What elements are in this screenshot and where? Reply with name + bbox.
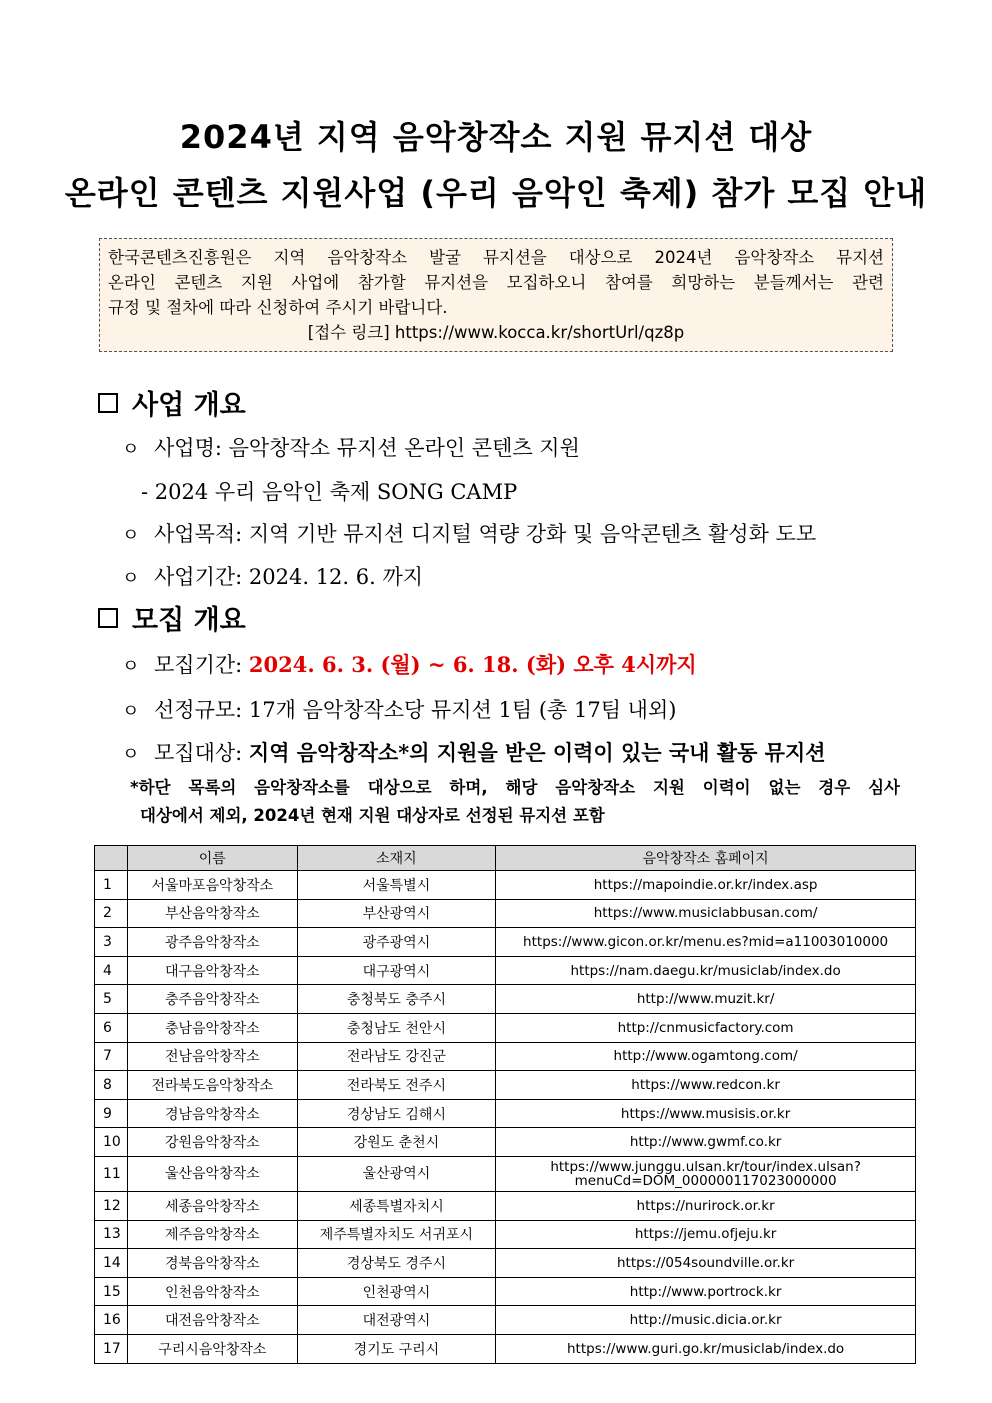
list-item [122, 561, 423, 591]
table-row [95, 1071, 916, 1100]
row-index: 16 [95, 1306, 128, 1335]
business-period: 사업기간: 2024. 12. 6. 까지 [154, 565, 424, 589]
row-index: 13 [95, 1220, 128, 1249]
studio-name: 충주음악창작소 [127, 985, 297, 1014]
studio-homepage[interactable]: https://www.musiclabbusan.com/ [496, 899, 916, 928]
studio-location: 충청북도 충주시 [297, 985, 496, 1014]
recruit-target-label: 모집대상: [154, 741, 249, 765]
studio-homepage[interactable]: http://www.gwmf.co.kr [496, 1128, 916, 1157]
square-bullet-icon [98, 608, 118, 628]
recruit-period-value: 2024. 6. 3. (월) ~ 6. 18. (화) 오후 4시까지 [248, 652, 697, 677]
col-header-index [95, 846, 128, 871]
business-purpose: 사업목적: 지역 기반 뮤지션 디지털 역량 강화 및 음악콘텐츠 활성화 도모 [154, 522, 817, 546]
table-row [95, 1306, 916, 1335]
section-heading: 사업 개요 [132, 390, 246, 421]
studio-name: 경남음악창작소 [127, 1099, 297, 1128]
studio-name: 강원음악창작소 [127, 1128, 297, 1157]
studio-homepage[interactable]: https://nurirock.or.kr [496, 1191, 916, 1220]
studio-location: 부산광역시 [297, 899, 496, 928]
studio-homepage[interactable]: http://www.portrock.kr [496, 1277, 916, 1306]
studio-homepage[interactable]: https://www.junggu.ulsan.kr/tour/index.ulsan?menuCd=DOM_000000117023000000 [496, 1156, 916, 1191]
studio-name: 서울마포음악창작소 [127, 871, 297, 900]
selection-scale: 선정규모: 17개 음악창작소당 뮤지션 1팀 (총 17팀 내외) [154, 698, 677, 722]
studio-name: 전라북도음악창작소 [127, 1071, 297, 1100]
table-row [95, 1277, 916, 1306]
studio-location: 전라북도 전주시 [297, 1071, 496, 1100]
studio-location: 대구광역시 [297, 956, 496, 985]
table-row [95, 1099, 916, 1128]
table-row [95, 1013, 916, 1042]
notice-line2: 온라인 콘텐츠 지원 사업에 참가할 뮤지션을 모집하오니 참여를 희망하는 분들께서는 관련 [108, 273, 884, 292]
table-row [95, 1220, 916, 1249]
notice-line3: 규정 및 절차에 따라 신청하여 주시기 바랍니다. [108, 298, 448, 317]
table-row [95, 1249, 916, 1278]
table-row [95, 1042, 916, 1071]
music-studio-table [94, 845, 916, 1364]
recruit-period-label: 모집기간: [154, 653, 249, 677]
list-item [122, 737, 826, 767]
business-name: 사업명: 음악창작소 뮤지션 온라인 콘텐츠 지원 [154, 436, 580, 460]
recruit-target-value: 지역 음악창작소*의 지원을 받은 이력이 있는 국내 활동 뮤지션 [248, 740, 826, 765]
studio-location: 대전광역시 [297, 1306, 496, 1335]
notice-line1: 한국콘텐츠진흥원은 지역 음악창작소 발굴 뮤지션을 대상으로 2024년 음악창작소 뮤지션 [108, 248, 884, 267]
section-heading: 모집 개요 [132, 605, 246, 636]
notice-box [99, 238, 893, 352]
table-row [95, 1128, 916, 1157]
studio-location: 세종특별자치시 [297, 1191, 496, 1220]
table-row [95, 1191, 916, 1220]
section-business-overview [98, 383, 246, 422]
studio-name: 경북음악창작소 [127, 1249, 297, 1278]
table-row [95, 1156, 916, 1191]
section-recruitment-overview [98, 598, 246, 637]
row-index: 3 [95, 928, 128, 957]
col-header-homepage: 음악창작소 홈페이지 [496, 846, 916, 871]
studio-homepage[interactable]: https://054soundville.or.kr [496, 1249, 916, 1278]
col-header-location: 소재지 [297, 846, 496, 871]
studio-name: 세종음악창작소 [127, 1191, 297, 1220]
circle-bullet-icon: ㅇ [122, 525, 140, 546]
studio-homepage[interactable]: https://jemu.ofjeju.kr [496, 1220, 916, 1249]
studio-homepage[interactable]: http://www.ogamtong.com/ [496, 1042, 916, 1071]
list-item [122, 649, 697, 679]
row-index: 10 [95, 1128, 128, 1157]
footnote-line2: 대상에서 제외, 2024년 현재 지원 대상자로 선정된 뮤지션 포함 [140, 806, 605, 825]
studio-name: 부산음악창작소 [127, 899, 297, 928]
footnote [130, 774, 900, 830]
row-index: 9 [95, 1099, 128, 1128]
table-header-row [95, 846, 916, 871]
studio-name: 울산음악창작소 [127, 1156, 297, 1191]
studio-homepage[interactable]: http://music.dicia.or.kr [496, 1306, 916, 1335]
row-index: 8 [95, 1071, 128, 1100]
row-index: 14 [95, 1249, 128, 1278]
studio-name: 광주음악창작소 [127, 928, 297, 957]
studio-homepage[interactable]: https://www.gicon.or.kr/menu.es?mid=a11003010000 [496, 928, 916, 957]
studio-name: 구리시음악창작소 [127, 1334, 297, 1363]
studio-location: 경상북도 경주시 [297, 1249, 496, 1278]
page-title-line1: 2024년 지역 음악창작소 지원 뮤지션 대상 [179, 118, 813, 156]
studio-name: 대구음악창작소 [127, 956, 297, 985]
col-header-name: 이름 [127, 846, 297, 871]
studio-location: 충청남도 천안시 [297, 1013, 496, 1042]
studio-location: 강원도 춘천시 [297, 1128, 496, 1157]
row-index: 2 [95, 899, 128, 928]
studio-location: 경상남도 김해시 [297, 1099, 496, 1128]
row-index: 5 [95, 985, 128, 1014]
list-item [122, 694, 676, 724]
application-link[interactable]: [접수 링크] https://www.kocca.kr/shortUrl/qz8p [307, 323, 685, 342]
footnote-line1: *하단 목록의 음악창작소를 대상으로 하며, 해당 음악창작소 지원 이력이 없는 경우 심사 [130, 778, 900, 797]
studio-name: 대전음악창작소 [127, 1306, 297, 1335]
studio-homepage[interactable]: https://nam.daegu.kr/musiclab/index.do [496, 956, 916, 985]
studio-homepage[interactable]: http://www.muzit.kr/ [496, 985, 916, 1014]
list-item [122, 518, 816, 548]
circle-bullet-icon: ㅇ [122, 568, 140, 589]
studio-location: 인천광역시 [297, 1277, 496, 1306]
circle-bullet-icon: ㅇ [122, 701, 140, 722]
studio-homepage[interactable]: https://www.guri.go.kr/musiclab/index.do [496, 1334, 916, 1363]
square-bullet-icon [98, 393, 118, 413]
table-row [95, 928, 916, 957]
circle-bullet-icon: ㅇ [122, 439, 140, 460]
circle-bullet-icon: ㅇ [122, 656, 140, 677]
studio-location: 서울특별시 [297, 871, 496, 900]
table-row [95, 1334, 916, 1363]
studio-name: 충남음악창작소 [127, 1013, 297, 1042]
row-index: 6 [95, 1013, 128, 1042]
row-index: 12 [95, 1191, 128, 1220]
studio-homepage[interactable]: http://cnmusicfactory.com [496, 1013, 916, 1042]
page-title-line2: 온라인 콘텐츠 지원사업 (우리 음악인 축제) 참가 모집 안내 [64, 174, 928, 212]
row-index: 7 [95, 1042, 128, 1071]
circle-bullet-icon: ㅇ [122, 744, 140, 765]
studio-name: 인천음악창작소 [127, 1277, 297, 1306]
studio-location: 제주특별자치도 서귀포시 [297, 1220, 496, 1249]
table-row [95, 956, 916, 985]
table-row [95, 899, 916, 928]
studio-location: 광주광역시 [297, 928, 496, 957]
row-index: 1 [95, 871, 128, 900]
studio-location: 경기도 구리시 [297, 1334, 496, 1363]
row-index: 17 [95, 1334, 128, 1363]
studio-homepage[interactable]: https://www.redcon.kr [496, 1071, 916, 1100]
studio-location: 전라남도 강진군 [297, 1042, 496, 1071]
studio-homepage[interactable]: https://mapoindie.or.kr/index.asp [496, 871, 916, 900]
table-row [95, 985, 916, 1014]
business-subname: - 2024 우리 음악인 축제 SONG CAMP [141, 480, 518, 504]
studio-name: 제주음악창작소 [127, 1220, 297, 1249]
studio-name: 전남음악창작소 [127, 1042, 297, 1071]
row-index: 15 [95, 1277, 128, 1306]
list-item [122, 432, 580, 462]
studio-homepage[interactable]: https://www.musisis.or.kr [496, 1099, 916, 1128]
studio-location: 울산광역시 [297, 1156, 496, 1191]
table-row [95, 871, 916, 900]
row-index: 11 [95, 1156, 128, 1191]
row-index: 4 [95, 956, 128, 985]
